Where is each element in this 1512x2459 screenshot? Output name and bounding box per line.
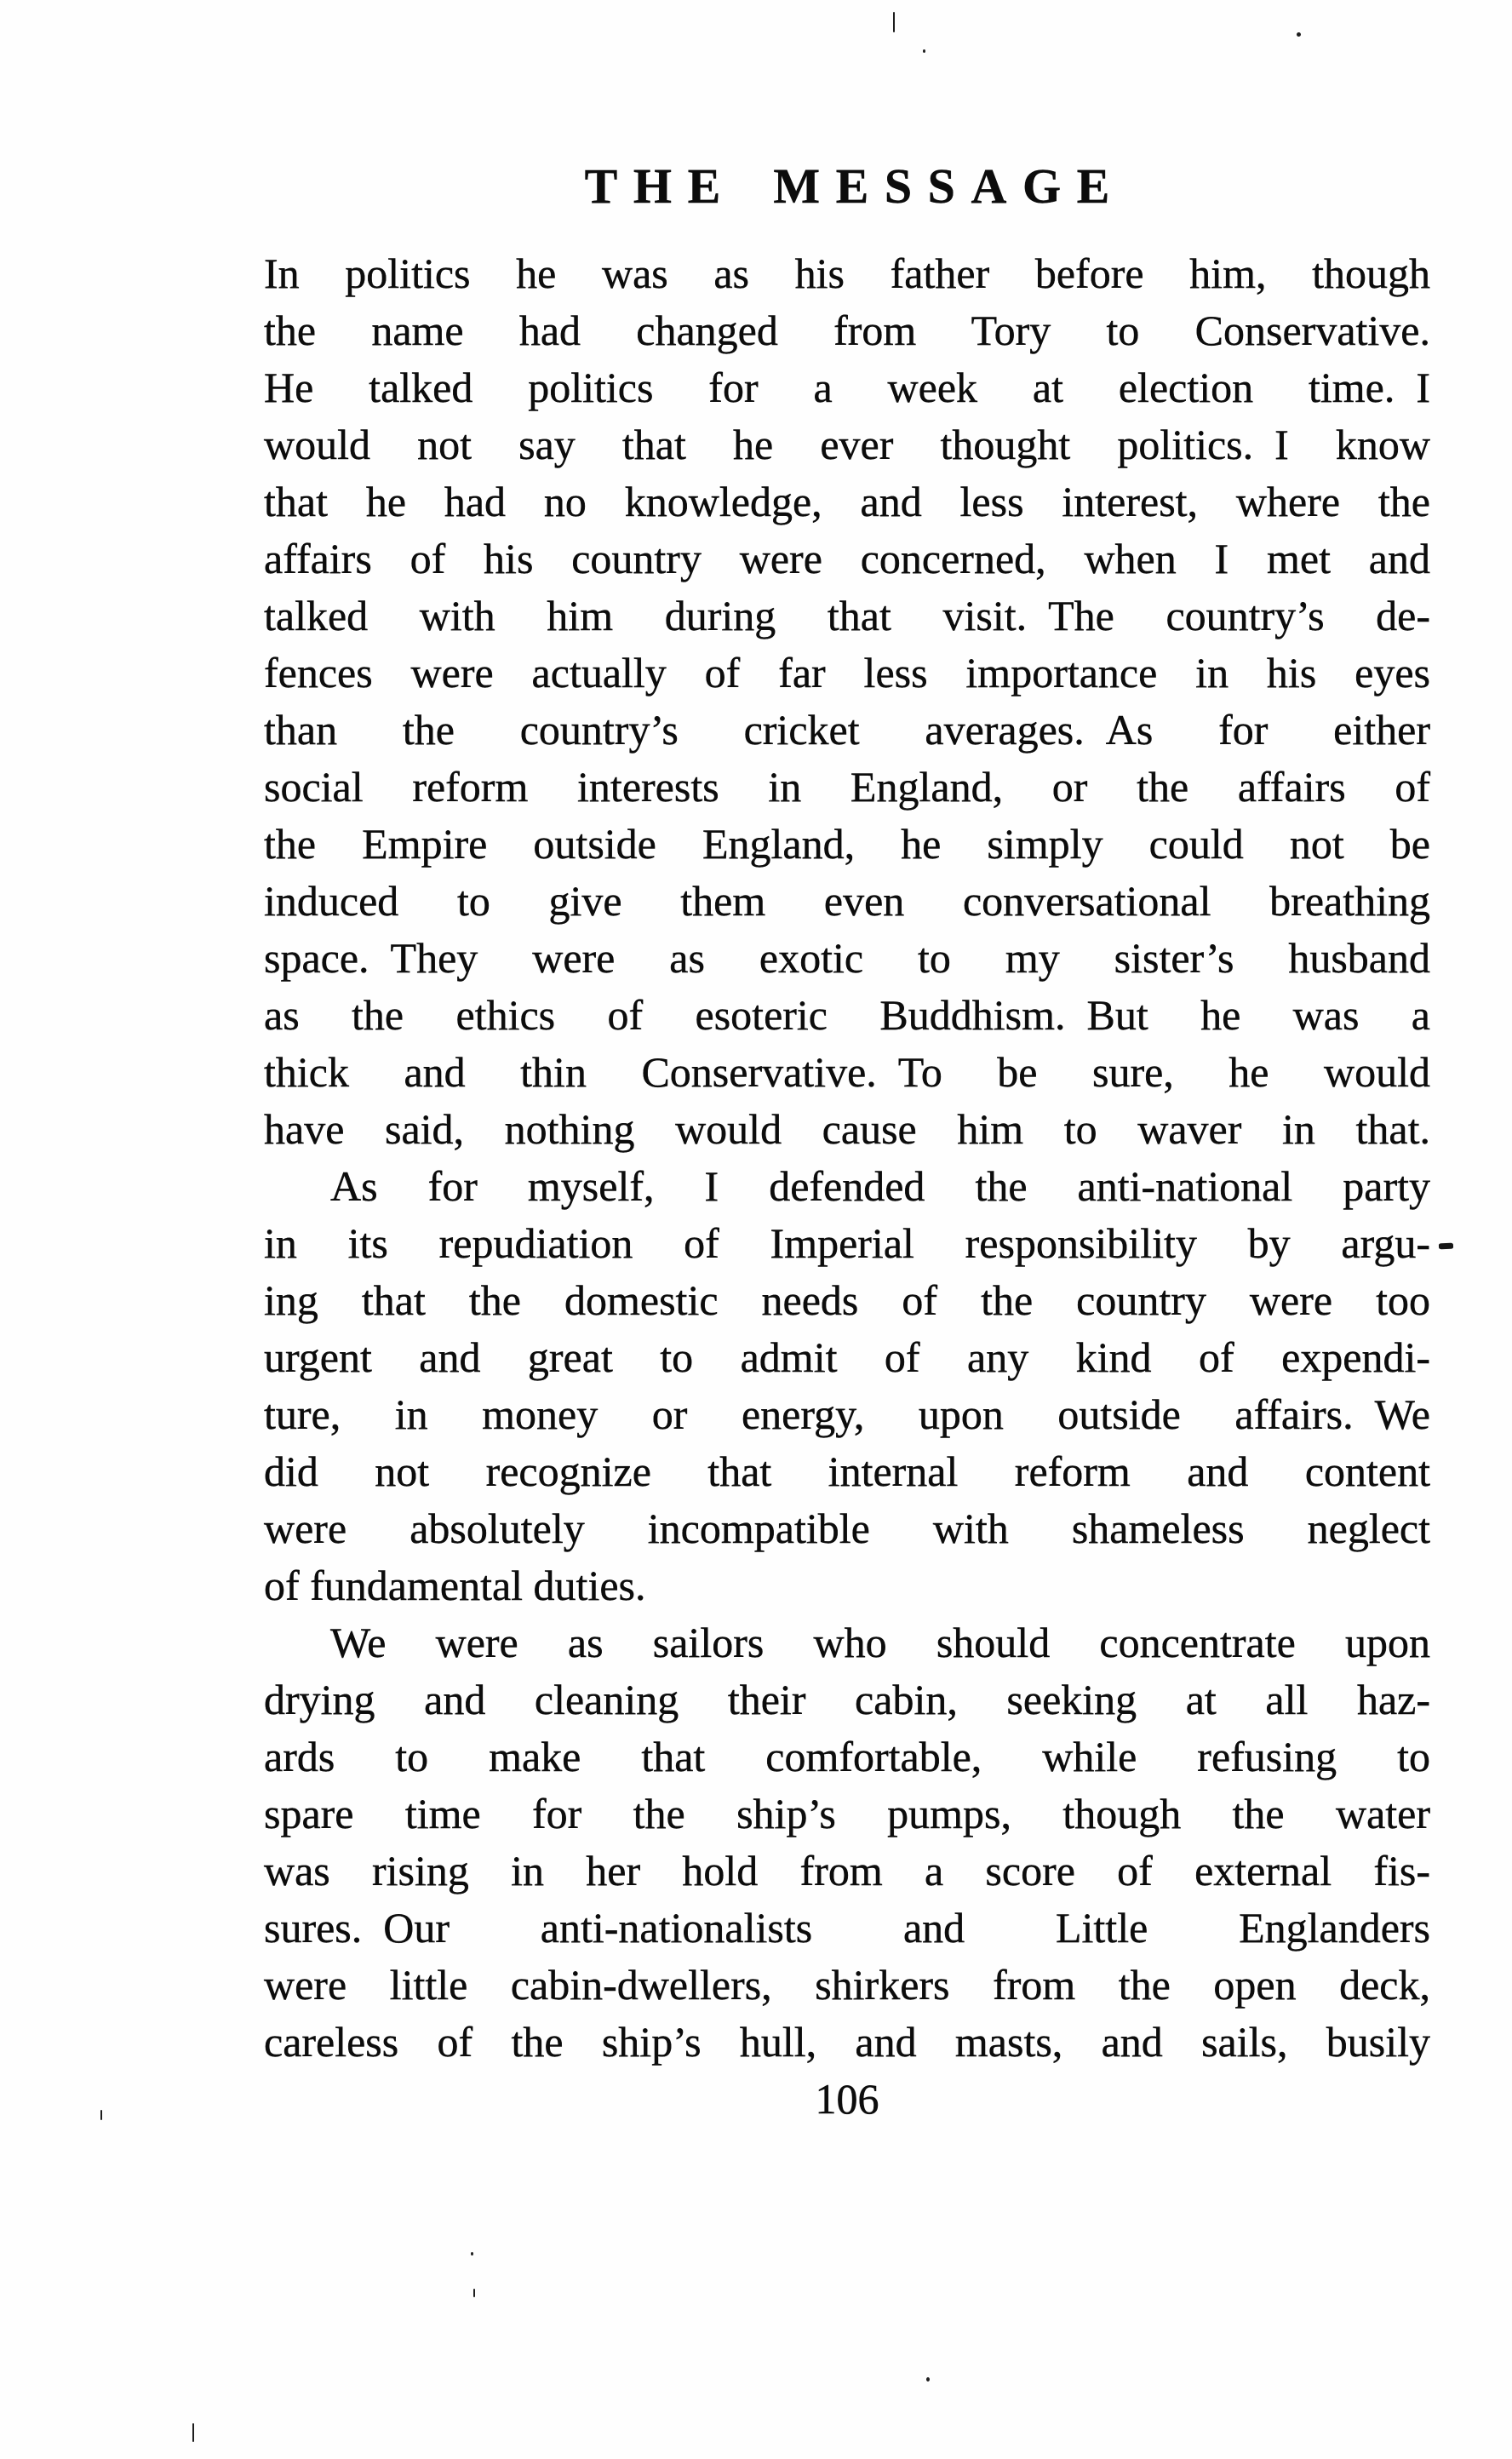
body-text: [264, 245, 1430, 2071]
text-line: that he had no knowledge, and less interest, where the: [264, 478, 1430, 525]
text-line: than the country’s cricket averages. As for either: [264, 706, 1430, 754]
text-line: was rising in her hold from a score of external fis-: [264, 1847, 1430, 1894]
text-line: thick and thin Conservative. To be sure, he would: [264, 1048, 1430, 1096]
text-line: ards to make that comfortable, while refusing to: [264, 1733, 1430, 1780]
page-number: 106: [815, 2075, 879, 2123]
text-line: spare time for the ship’s pumps, though the water: [264, 1790, 1430, 1837]
text-line: space. They were as exotic to my sister’s husband: [264, 934, 1430, 982]
page-title: THE MESSAGE: [584, 158, 1125, 214]
text-line: ing that the domestic needs of the country were too: [264, 1276, 1430, 1324]
scan-speck: [473, 2289, 475, 2297]
scan-speck: [471, 2252, 473, 2256]
stray-hyphen-mark: [1439, 1243, 1453, 1250]
text-line: affairs of his country were concerned, when I met and: [264, 535, 1430, 582]
text-line: urgent and great to admit of any kind of expendi-: [264, 1333, 1430, 1381]
text-line: talked with him during that visit. The country’s de-: [264, 592, 1430, 639]
text-line: careless of the ship’s hull, and masts, and sails, busily: [264, 2018, 1430, 2066]
text-line: were little cabin-dwellers, shirkers from the open deck,: [264, 1961, 1430, 2009]
text-line: of fundamental duties.: [264, 1562, 646, 1609]
text-line: did not recognize that internal reform and content: [264, 1447, 1430, 1495]
text-line: sures. Our anti-nationalists and Little Englanders: [264, 1904, 1430, 1952]
scan-speck: [1297, 32, 1301, 37]
text-line: induced to give them even conversational breathing: [264, 877, 1430, 925]
scan-speck: [926, 2377, 930, 2382]
text-line: As for myself, I defended the anti-national party: [330, 1162, 1430, 1210]
text-line: were absolutely incompatible with shameless neglect: [264, 1505, 1430, 1552]
text-line: the name had changed from Tory to Conservative.: [264, 307, 1430, 354]
text-line: He talked politics for a week at election time. I: [264, 364, 1430, 411]
scan-speck: [893, 12, 895, 32]
scan-speck: [192, 2423, 194, 2442]
text-line: social reform interests in England, or the affairs of: [264, 763, 1430, 811]
text-line: the Empire outside England, he simply could not be: [264, 820, 1430, 868]
text-line: In politics he was as his father before him, though: [264, 249, 1430, 297]
text-line: in its repudiation of Imperial responsibility by argu-: [264, 1219, 1430, 1267]
scan-speck: [923, 49, 925, 53]
text-line: would not say that he ever thought politics. I know: [264, 421, 1430, 468]
text-line: have said, nothing would cause him to waver in that.: [264, 1105, 1430, 1153]
text-line: fences were actually of far less importance in his eyes: [264, 649, 1430, 696]
scan-speck: [100, 2110, 102, 2120]
text-line: drying and cleaning their cabin, seeking at all haz-: [264, 1676, 1430, 1723]
text-line: ture, in money or energy, upon outside affairs. We: [264, 1390, 1430, 1438]
text-line: as the ethics of esoteric Buddhism. But he was a: [264, 991, 1430, 1039]
text-line: We were as sailors who should concentrate upon: [330, 1619, 1430, 1666]
